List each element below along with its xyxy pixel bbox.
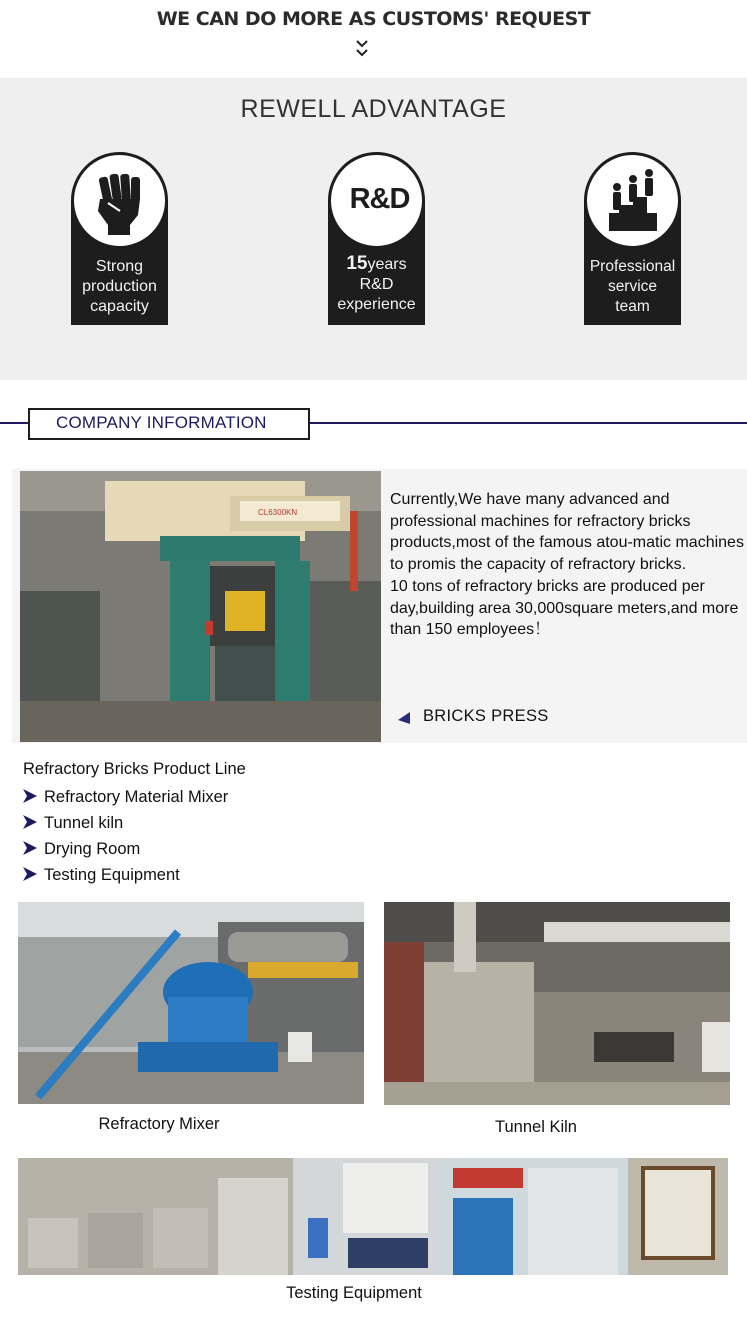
refractory-mixer-caption: Refractory Mixer xyxy=(98,1115,220,1133)
advantage-card-production: Strong production capacity xyxy=(71,152,168,325)
refractory-mixer-photo xyxy=(18,902,364,1104)
triangle-left-icon xyxy=(397,711,411,725)
list-item: Refractory Material Mixer xyxy=(22,788,228,807)
company-info-heading: COMPANY INFORMATION xyxy=(56,413,267,432)
testing-equipment-caption: Testing Equipment xyxy=(286,1284,422,1302)
banner-title: WE CAN DO MORE AS CUSTOMS' REQUEST xyxy=(156,8,591,30)
testing-equipment-photo xyxy=(18,1158,728,1275)
podium-people-icon xyxy=(587,155,678,246)
arrow-bullet-icon xyxy=(22,814,38,830)
tunnel-kiln-caption: Tunnel Kiln xyxy=(495,1118,577,1136)
tunnel-kiln-photo xyxy=(384,902,730,1105)
bricks-press-caption: BRICKS PRESS xyxy=(423,707,549,725)
rd-icon-text: R&D xyxy=(349,183,410,215)
double-chevron-down-icon xyxy=(355,38,369,60)
arrow-bullet-icon xyxy=(22,840,38,856)
company-description: Currently,We have many advanced and professional machines for refractory bricks products,most of the famous atou-matic machines to promis the capacity of refractory bricks. 10 tons of refractory bricks are produced per day,building area 30,000square meters,and more than 150 employees！ xyxy=(390,491,744,639)
list-item: Drying Room xyxy=(22,840,140,859)
list-item: Tunnel kiln xyxy=(22,814,123,833)
arrow-bullet-icon xyxy=(22,866,38,882)
press-label-text: CL6300KN xyxy=(258,508,298,517)
fist-icon xyxy=(74,155,165,246)
arrow-bullet-icon xyxy=(22,788,38,804)
bricks-press-photo xyxy=(20,471,381,742)
advantage-title: REWELL ADVANTAGE xyxy=(240,95,507,123)
product-line-title: Refractory Bricks Product Line xyxy=(23,760,246,778)
list-item: Testing Equipment xyxy=(22,866,180,885)
advantage-card-service: Professional service team xyxy=(584,152,681,325)
advantage-card-rd: R&D 15years R&D experience xyxy=(328,152,425,325)
